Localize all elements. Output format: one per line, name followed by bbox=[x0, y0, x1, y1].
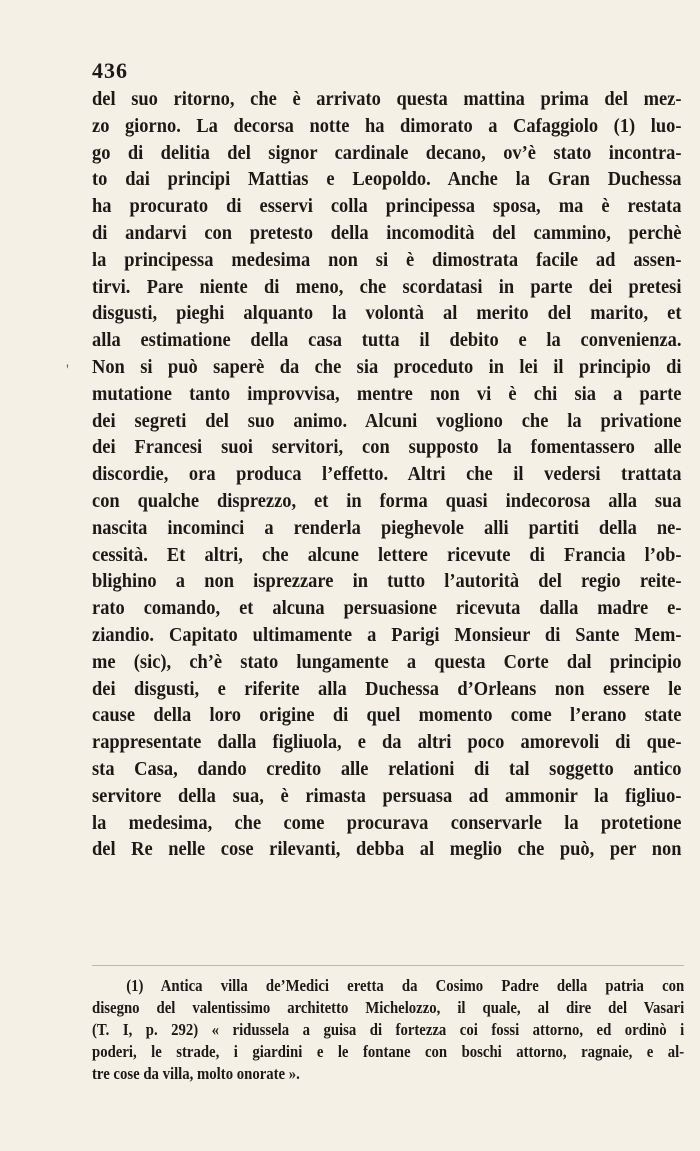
footnote-line: tre cose da villa, molto onorate ». bbox=[92, 1064, 300, 1083]
footnote-line: disegno del valentissimo architetto Michelozzo, il quale, al dire del Vasari bbox=[92, 998, 685, 1017]
text-line: del Re nelle cose rilevanti, debba al meglio che può, per non bbox=[92, 838, 682, 861]
margin-mark: ' bbox=[66, 362, 69, 379]
text-line: blighino a non isprezzare in tutto l’autorità del regio reite- bbox=[92, 570, 682, 593]
text-line: servitore della sua, è rimasta persuasa ad ammonir la figliuo- bbox=[92, 784, 682, 807]
footnote-line: poderi, le strade, i giardini e le fontane con boschi attorno, ragnaie, e al- bbox=[92, 1042, 685, 1061]
text-line: dei segreti del suo animo. Alcuni vogliono che la privatione bbox=[92, 409, 682, 432]
text-line: me (sic), ch’è stato lungamente a questa Corte dal principio bbox=[92, 650, 682, 673]
text-line: mutatione tanto improvvisa, mentre non vi è chi sia a parte bbox=[92, 382, 682, 405]
footnotes bbox=[92, 975, 684, 1085]
text-line: rappresentate dalla figliuola, e da altri poco amorevoli di que- bbox=[92, 731, 682, 754]
text-line: ha procurato di esservi colla principessa sposa, ma è restata bbox=[92, 195, 682, 218]
footnote-text: (1) Antica villa de’Medici eretta da Cosimo Padre della patria con bbox=[126, 976, 685, 995]
footnote-line: (T. I, p. 292) « ridussela a guisa di fortezza coi fossi attorno, ed ordinò i bbox=[92, 1020, 685, 1039]
main-text bbox=[92, 86, 682, 863]
text-line: tirvi. Pare niente di meno, che scordatasi in parte dei pretesi bbox=[92, 275, 682, 298]
text-line: del suo ritorno, che è arrivato questa mattina prima del mez- bbox=[92, 88, 682, 110]
page-number: 436 bbox=[92, 58, 128, 83]
text-line: discordie, ora produca l’effetto. Altri che il vedersi trattata bbox=[92, 463, 682, 486]
footnote-divider bbox=[92, 965, 684, 966]
text-line: dei disgusti, e riferite alla Duchessa d’Orleans non essere le bbox=[92, 677, 682, 700]
text-line: alla estimatione della casa tutta il debito e la convenienza. bbox=[92, 329, 682, 352]
text-line: to dai principi Mattias e Leopoldo. Anche la Gran Duchessa bbox=[92, 168, 682, 191]
text-line: la principessa medesima non si è dimostrata facile ad assen- bbox=[92, 248, 682, 271]
text-line: cessità. Et altri, che alcune lettere ricevute di Francia l’ob- bbox=[92, 543, 682, 566]
text-line: la medesima, che come procurava conservarle la protetione bbox=[92, 811, 682, 834]
text-line: Non si può saperè da che sia proceduto in lei il principio di bbox=[92, 355, 682, 378]
text-line: cause della loro origine di quel momento come l’erano state bbox=[92, 704, 682, 727]
footnote-line bbox=[92, 975, 684, 997]
text-line: di andarvi con pretesto della incomodità del cammino, perchè bbox=[92, 221, 682, 244]
text-line: go di delitia del signor cardinale decano, ov’è stato incontra- bbox=[92, 141, 682, 164]
text-line: sta Casa, dando credito alle relationi di tal soggetto antico bbox=[92, 757, 682, 780]
text-line: disgusti, pieghi alquanto la volontà al merito del marito, et bbox=[92, 302, 682, 325]
text-line: zo giorno. La decorsa notte ha dimorato a Cafaggiolo (1) luo- bbox=[92, 114, 682, 137]
text-line: dei Francesi suoi servitori, con supposto la fomentassero alle bbox=[92, 436, 682, 459]
text-line: ziandio. Capitato ultimamente a Parigi Monsieur di Sante Mem- bbox=[92, 623, 682, 646]
text-line: con qualche disprezzo, et in forma quasi indecorosa alla sua bbox=[92, 489, 682, 512]
text-line: rato comando, et alcuna persuasione ricevuta dalla madre e- bbox=[92, 597, 682, 620]
text-line: nascita incominci a renderla pieghevole alli partiti della ne- bbox=[92, 516, 682, 539]
